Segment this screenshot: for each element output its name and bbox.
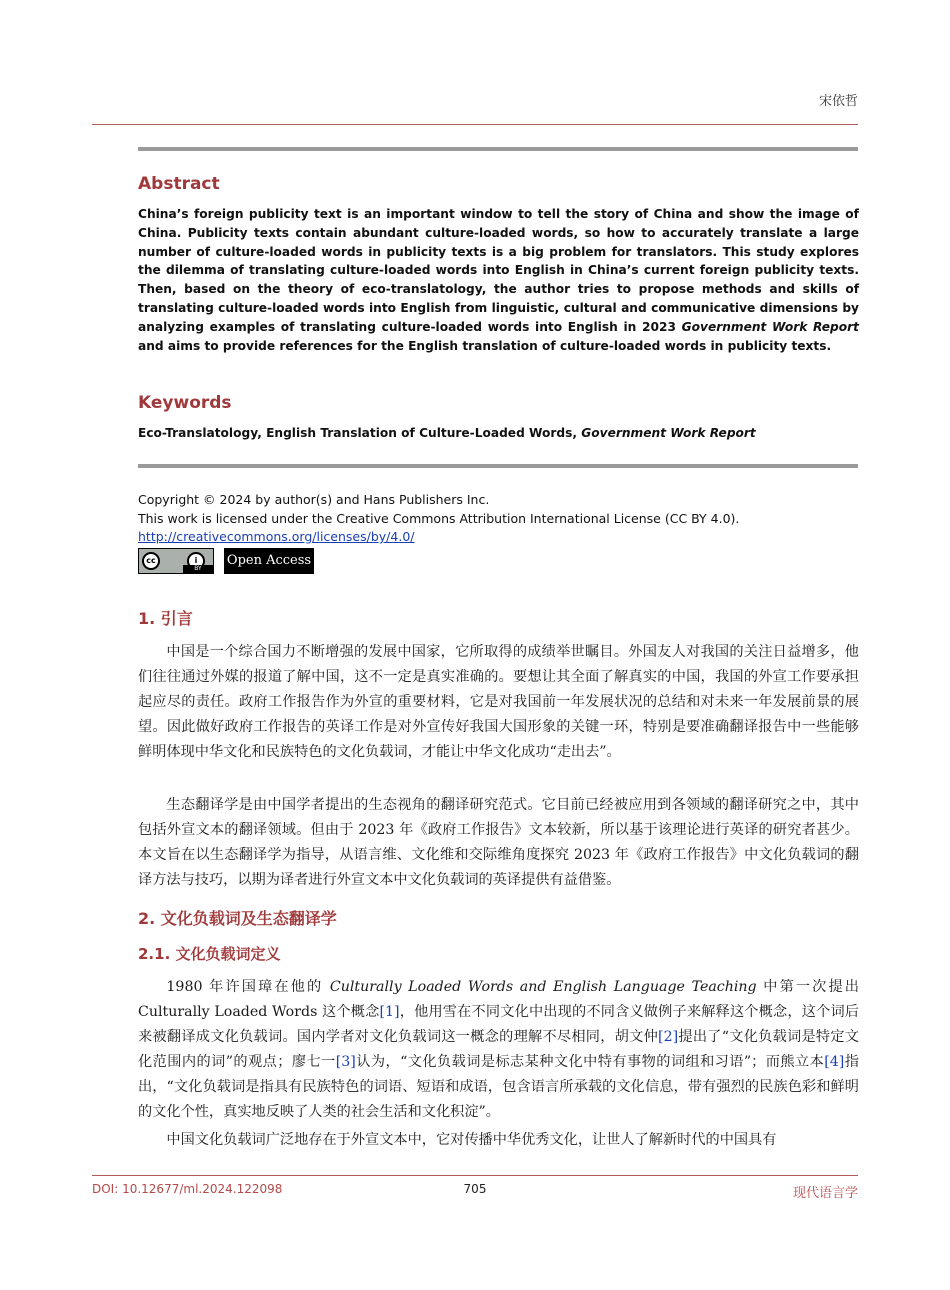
footer-doi: DOI: 10.12677/ml.2024.122098 [92,1182,283,1196]
header-divider [92,124,858,125]
copyright-line: Copyright © 2024 by author(s) and Hans Publishers Inc. [138,492,490,507]
section-2-1-paragraph-2: 中国文化负载词广泛地存在于外宣文本中，它对传播中华优秀文化，让世人了解新时代的中国具有 [166,1132,777,1148]
citation-link[interactable]: [2] [658,1029,679,1046]
page-number: 705 [463,1182,487,1196]
section-1-heading: 1. 引言 [138,609,193,628]
abstract-heading: Abstract [138,174,220,194]
license-line: This work is licensed under the Creative Commons Attribution International License (CC BY 4.0). [138,510,740,526]
citation-link[interactable]: [1] [379,1004,400,1021]
attribution-icon: i [187,552,205,570]
abstract-bottom-rule [138,464,858,468]
abstract-italic-title: Government Work Report [681,319,859,334]
license-link[interactable]: http://creativecommons.org/licenses/by/4.0/ [138,529,415,544]
open-access-badge[interactable]: Open Access [224,548,314,574]
keywords-text: Eco-Translatology, English Translation of Culture-Loaded Words, Government Work Report [138,426,756,440]
cc-by-badge[interactable] [138,548,214,574]
abstract-text: China’s foreign publicity text is an important window to tell the story of China and show the image of China. Publicity texts contain abundant culture-loaded words, so how to accurately translate a large number of culture-loaded words in publicity texts is a big problem for translators. This study explores the dilemma of translating culture-loaded words into English in China’s current foreign publicity texts. Then, based on the theory of eco-translatology, the author tries to propose methods and skills of translating culture-loaded words into English from linguistic, cultural and communicative dimensions by analyzing examples of translating culture-loaded words into English in 2023 Government Work Report and aims to provide references for the English translation of culture-loaded words in publicity texts. [138,207,859,353]
section-2-1-heading: 2.1. 文化负载词定义 [138,945,281,963]
section-2-1-paragraph-1: 1980 年许国璋在他的 Culturally Loaded Words and English Language Teaching 中第一次提出 Culturally Loaded Words 这个概念[1]，他用雪在不同文化中出现的不同含义做例子来解释这个概念，这个词后来被翻译成文化负载词。国内学者对文化负载词这一概念的理解不尽相同，胡文仲[2]提出了“文化负载词是特定文化范围内的词”的观点；廖七一[3]认为，“文化负载词是标志某种文化中特有事物的词组和习语”；而熊立本[4]指出，“文化负载词是指具有民族特色的词语、短语和成语，包含语言所承载的文化信息，带有强烈的民族色彩和鲜明的文化个性，真实地反映了人类的社会生活和文化积淀”。 [138,979,859,1121]
keywords-heading: Keywords [138,393,232,413]
abstract-top-rule [138,147,858,151]
section-2-heading: 2. 文化负载词及生态翻译学 [138,909,337,928]
journal-name: 现代语言学 [792,1186,858,1201]
cc-icon: cc [142,552,160,570]
footer-divider [92,1175,858,1176]
section-1-paragraph-2: 生态翻译学是由中国学者提出的生态视角的翻译研究范式。它目前已经被应用到各领域的翻译研究之中，其中包括外宣文本的翻译领域。但由于 2023 年《政府工作报告》文本较新，所以基于该理论进行英译的研究者甚少。本文旨在以生态翻译学为指导，从语言维、文化维和交际维角度探究 2023 年《政府工作报告》中文化负载词的翻译方法与技巧，以期为译者进行外宣文本中文化负载词的英译提供有益借鉴。 [138,797,859,889]
header-author: 宋依哲 [818,94,858,109]
copyright-block [138,491,859,547]
by-label: BY [183,565,213,573]
citation-link[interactable]: [3] [335,1054,356,1071]
section-1-paragraph-1: 中国是一个综合国力不断增强的发展中国家，它所取得的成绩举世瞩目。外国友人对我国的关注日益增多，他们往往通过外媒的报道了解中国，这不一定是真实准确的。要想让其全面了解真实的中国，我国的外宣工作要承担起应尽的责任。政府工作报告作为外宣的重要材料，它是对我国前一年发展状况的总结和对未来一年发展前景的展望。因此做好政府工作报告的英译工作是对外宣传好我国大国形象的关键一环，特别是要准确翻译报告中一些能够鲜明体现中华文化和民族特色的文化负载词，才能让中华文化成功“走出去”。 [138,644,859,761]
citation-link[interactable]: [4] [824,1054,845,1071]
